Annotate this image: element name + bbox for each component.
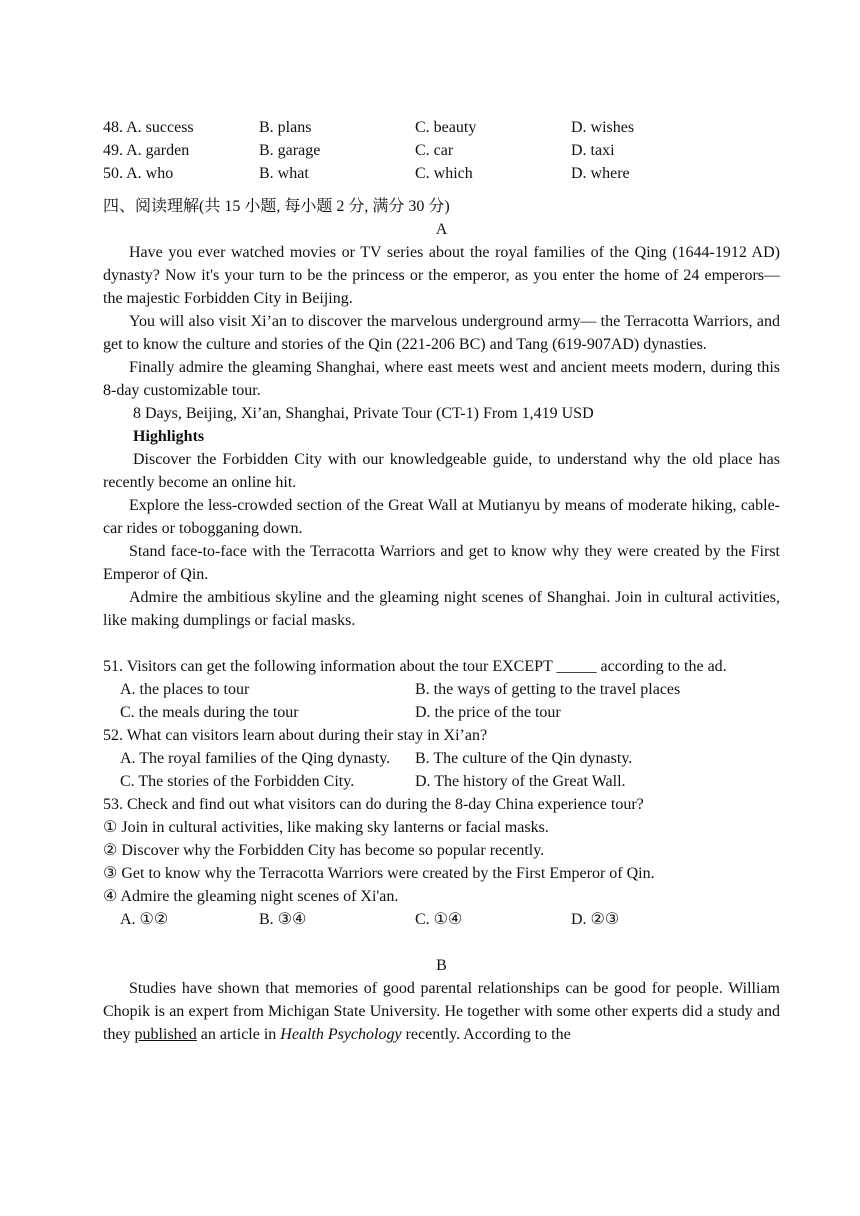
question-52-stem: 52. What can visitors learn about during their stay in Xi’an? (103, 727, 488, 744)
option-row-49 (103, 139, 780, 162)
question-53-item-4: ④ Admire the gleaming night scenes of Xi'an. (103, 888, 399, 905)
question-51-row-1 (103, 678, 780, 701)
passage-b-text-2: an article in (196, 1026, 281, 1043)
passage-b-text-1: Studies have shown that memories of good parental relationships can be good for people. William Chopik is an expert from Michigan State University. He together with some other experts did a study and they (103, 980, 780, 1043)
section-title: 四、阅读理解(共 15 小题, 每小题 2 分, 满分 30 分) (103, 198, 450, 215)
tour-line: 8 Days, Beijing, Xi’an, Shanghai, Private Tour (CT-1) From 1,419 USD (133, 405, 594, 422)
question-52-row-2 (103, 770, 780, 793)
option-49-a: 49. A. garden (103, 142, 190, 159)
spacer (103, 931, 780, 954)
question-53-options (103, 908, 780, 931)
question-53-option-b: B. ③④ (259, 911, 307, 928)
question-51-option-c: C. the meals during the tour (120, 704, 299, 721)
question-52-option-a: A. The royal families of the Qing dynasty. (120, 750, 391, 767)
question-52-option-b: B. The culture of the Qin dynasty. (415, 750, 633, 767)
option-50-a: 50. A. who (103, 165, 174, 182)
passage-b-text-3: recently. According to the (401, 1026, 571, 1043)
journal-name: Health Psychology (280, 1026, 402, 1043)
passage-a-paragraph-1: Have you ever watched movies or TV series about the royal families of the Qing (1644-1912 AD) dynasty? Now it's your turn to be the princess or the emperor, as you enter the home of 24 emperors— the majestic Forbidden City in Beijing. (103, 244, 780, 307)
underlined-word: published (134, 1026, 197, 1043)
option-48-a: 48. A. success (103, 119, 194, 136)
passage-a-paragraph-2: You will also visit Xi’an to discover the marvelous underground army— the Terracotta Warriors, and get to know the culture and stories of the Qin (221-206 BC) and Tang (619-907AD) dynasties. (103, 313, 780, 353)
question-51-row-2 (103, 701, 780, 724)
question-53-stem: 53. Check and find out what visitors can do during the 8-day China experience tour? (103, 796, 644, 813)
highlight-4: Admire the ambitious skyline and the gleaming night scenes of Shanghai. Join in cultural activities, like making dumplings or facial masks. (103, 589, 780, 629)
question-53-item-1: ① Join in cultural activities, like making sky lanterns or facial masks. (103, 819, 549, 836)
highlight-1: Discover the Forbidden City with our knowledgeable guide, to understand why the old place has recently become an online hit. (103, 451, 780, 491)
passage-b-label: B (436, 957, 447, 974)
option-row-48 (103, 116, 780, 139)
question-51-option-b: B. the ways of getting to the travel places (415, 681, 681, 698)
option-49-c: C. car (415, 142, 454, 159)
question-53-item-3: ③ Get to know why the Terracotta Warriors were created by the First Emperor of Qin. (103, 865, 655, 882)
option-50-c: C. which (415, 165, 473, 182)
page-content (103, 116, 780, 1046)
question-52-option-d: D. The history of the Great Wall. (415, 773, 626, 790)
option-50-d: D. where (571, 165, 630, 182)
question-53-option-c: C. ①④ (415, 911, 463, 928)
option-50-b: B. what (259, 165, 309, 182)
question-51-option-a: A. the places to tour (120, 681, 250, 698)
question-53-option-d: D. ②③ (571, 911, 620, 928)
question-53-item-2: ② Discover why the Forbidden City has become so popular recently. (103, 842, 545, 859)
option-49-b: B. garage (259, 142, 321, 159)
spacer (103, 632, 780, 655)
question-51-option-d: D. the price of the tour (415, 704, 561, 721)
option-48-c: C. beauty (415, 119, 477, 136)
question-51-stem: 51. Visitors can get the following information about the tour EXCEPT _____ according to the ad. (103, 658, 727, 675)
highlight-2: Explore the less-crowded section of the Great Wall at Mutianyu by means of moderate hiking, cable-car rides or tobogganing down. (103, 497, 780, 537)
passage-b-paragraph-1 (103, 977, 780, 1046)
question-53-option-a: A. ①② (120, 911, 169, 928)
passage-a-paragraph-3: Finally admire the gleaming Shanghai, where east meets west and ancient meets modern, during this 8-day customizable tour. (103, 359, 780, 399)
question-52-row-1 (103, 747, 780, 770)
option-48-d: D. wishes (571, 119, 635, 136)
passage-a-label: A (435, 221, 448, 238)
option-49-d: D. taxi (571, 142, 615, 159)
option-row-50 (103, 162, 780, 185)
highlights-heading: Highlights (133, 428, 205, 445)
highlight-3: Stand face-to-face with the Terracotta Warriors and get to know why they were created by the First Emperor of Qin. (103, 543, 780, 583)
option-48-b: B. plans (259, 119, 312, 136)
question-52-option-c: C. The stories of the Forbidden City. (120, 773, 355, 790)
